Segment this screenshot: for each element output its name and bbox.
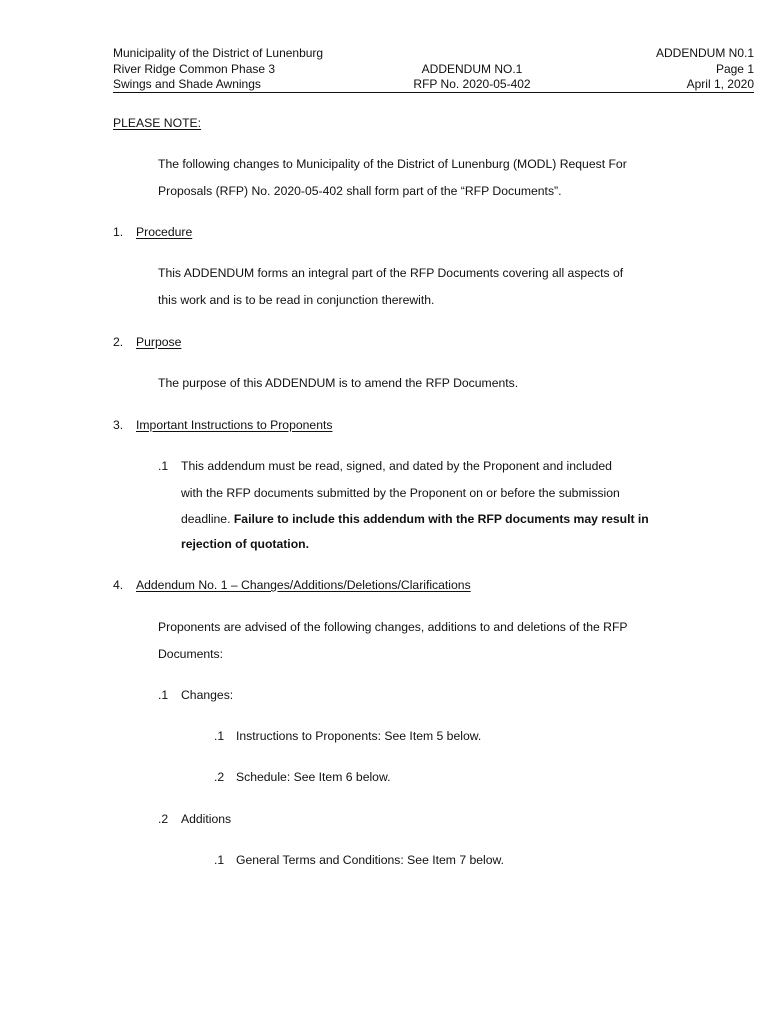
section-3-warning-bold-end: rejection of quotation. [181, 537, 309, 551]
intro-line-2: Proposals (RFP) No. 2020-05-402 shall form part of the “RFP Documents”. [158, 184, 562, 198]
section-3-item-line-1: This addendum must be read, signed, and dated by the Proponent and included [181, 459, 612, 473]
header-scope: Swings and Shade Awnings [113, 77, 261, 91]
header-page-number: Page 1 [715, 61, 754, 76]
changes-item-2-text: Schedule: See Item 6 below. [236, 770, 391, 784]
header-addendum-title: ADDENDUM NO.1 [421, 61, 523, 76]
section-3-warning-bold: Failure to include this addendum with the RFP documents may result in [233, 512, 649, 526]
header-rule [113, 92, 754, 93]
header-date: April 1, 2020 [686, 77, 754, 91]
header-center-block [397, 62, 547, 93]
section-1-number: 1. [113, 225, 124, 239]
section-3-number: 3. [113, 418, 124, 432]
section-2-title: Purpose [136, 335, 182, 349]
subsection-changes-label: Changes: [181, 688, 234, 702]
section-3-item-line-4 [181, 537, 309, 551]
header-rfp-number: RFP No. 2020-05-402 [413, 77, 531, 91]
section-4-number: 4. [113, 578, 124, 592]
intro-line-1: The following changes to Municipality of the District of Lunenburg (MODL) Request For [158, 157, 627, 171]
section-1-body-line-2: this work and is to be read in conjunction therewith. [158, 293, 435, 307]
section-2-body-line-1: The purpose of this ADDENDUM is to amend the RFP Documents. [158, 376, 519, 390]
section-4-title: Addendum No. 1 – Changes/Additions/Deletions/Clarifications [136, 578, 471, 592]
changes-item-1-number: .1 [214, 729, 225, 743]
subsection-additions-label: Additions [181, 812, 232, 826]
please-note-heading: PLEASE NOTE: [113, 116, 202, 130]
header-municipality: Municipality of the District of Lunenburg [113, 46, 324, 60]
subsection-changes-number: .1 [158, 688, 169, 702]
section-3-item-number: .1 [158, 459, 169, 473]
subsection-additions-number: .2 [158, 812, 169, 826]
section-1-body-line-1: This ADDENDUM forms an integral part of the RFP Documents covering all aspects of [158, 266, 624, 280]
section-4-body-line-1: Proponents are advised of the following changes, additions to and deletions of the RFP [158, 620, 628, 634]
section-3-deadline-text: deadline. [181, 512, 234, 526]
header-right-block [656, 46, 754, 93]
additions-item-1-number: .1 [214, 853, 225, 867]
header-project: River Ridge Common Phase 3 [113, 61, 276, 76]
additions-item-1-text: General Terms and Conditions: See Item 7 below. [236, 853, 505, 867]
section-4-body-line-2: Documents: [158, 647, 224, 661]
section-3-title: Important Instructions to Proponents [136, 418, 333, 432]
section-2-number: 2. [113, 335, 124, 349]
changes-item-2-number: .2 [214, 770, 225, 784]
section-1-title: Procedure [136, 225, 193, 239]
header-left-block [113, 46, 323, 93]
header-addendum-label: ADDENDUM N0.1 [655, 46, 754, 60]
changes-item-1-text: Instructions to Proponents: See Item 5 below. [236, 729, 482, 743]
section-3-item-line-3 [181, 512, 649, 526]
section-3-item-line-2: with the RFP documents submitted by the Proponent on or before the submission [181, 486, 620, 500]
